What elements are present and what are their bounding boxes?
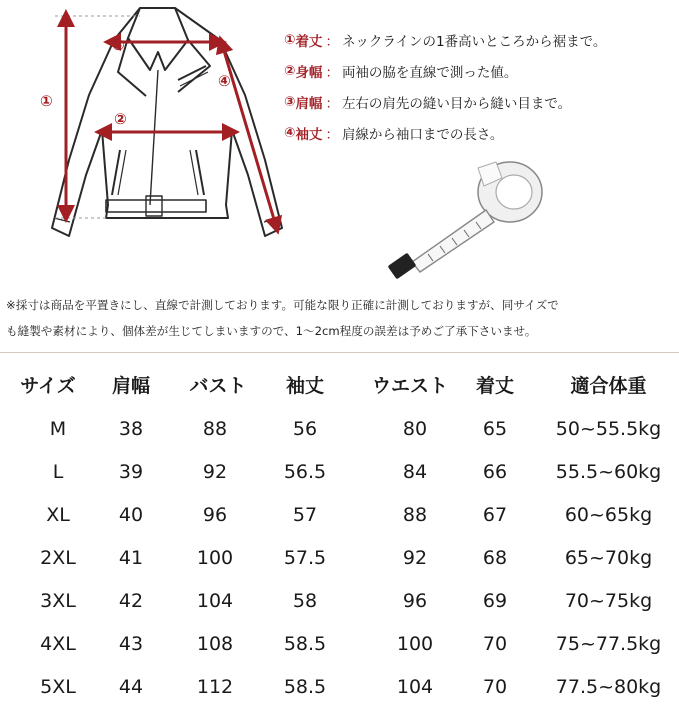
cell-waist: 84 <box>402 461 428 483</box>
cell-sleeve: 58 <box>292 590 318 612</box>
cell-length: 67 <box>482 504 508 526</box>
marker-sleeve: ④ <box>218 72 231 90</box>
note-line-1: ※採寸は商品を平置きにし、直線で計測しております。可能な限り正確に計測しておりますが、同サイズで <box>6 298 559 312</box>
cell-sleeve: 57 <box>292 504 318 526</box>
header-size: サイズ <box>20 375 76 397</box>
header-weight: 適合体重 <box>570 375 647 397</box>
cell-length: 66 <box>482 461 508 483</box>
measurement-arrows <box>66 18 276 226</box>
cell-size: M <box>49 418 67 440</box>
cell-bust: 96 <box>202 504 228 526</box>
marker-bust: ② <box>114 110 127 128</box>
definition-name: 肩幅 <box>295 95 323 112</box>
cell-waist: 104 <box>396 676 434 698</box>
cell-bust: 104 <box>196 590 234 612</box>
cell-bust: 100 <box>196 547 234 569</box>
divider <box>0 352 679 353</box>
cell-waist: 92 <box>402 547 428 569</box>
marker-length: ① <box>40 92 53 110</box>
header-waist: ウエスト <box>371 375 448 397</box>
definition-number: ④ <box>284 124 296 141</box>
definition-number: ③ <box>284 93 296 110</box>
cell-shoulder: 44 <box>118 676 144 698</box>
cell-length: 70 <box>482 676 508 698</box>
guide-lines <box>55 16 140 218</box>
definition-text: ネックラインの1番高いところから裾まで。 <box>341 33 607 50</box>
measurement-note <box>6 292 676 344</box>
cell-waist: 96 <box>402 590 428 612</box>
cell-size: XL <box>46 504 70 526</box>
cell-sleeve: 58.5 <box>283 633 327 655</box>
cell-weight: 60~65kg <box>564 504 653 526</box>
definition-length: ① 着丈 ： ネックラインの1番高いところから裾まで。 <box>284 31 607 50</box>
cell-bust: 88 <box>202 418 228 440</box>
cell-size: 2XL <box>40 547 76 569</box>
definition-sleeve: ④ 袖丈 ： 肩線から袖口までの長さ。 <box>284 124 504 143</box>
cell-weight: 65~70kg <box>564 547 653 569</box>
definition-shoulder: ③ 肩幅 ： 左右の肩先の縫い目から縫い目まで。 <box>284 93 572 112</box>
cell-sleeve: 56 <box>292 418 318 440</box>
table-row <box>0 408 679 451</box>
cell-shoulder: 38 <box>118 418 144 440</box>
header-shoulder: 肩幅 <box>111 375 150 397</box>
cell-shoulder: 40 <box>118 504 144 526</box>
table-row <box>0 580 679 623</box>
marker-shoulder: ③ <box>112 36 125 54</box>
definition-text: 左右の肩先の縫い目から縫い目まで。 <box>341 95 572 112</box>
cell-weight: 70~75kg <box>564 590 653 612</box>
cell-size: 4XL <box>40 633 76 655</box>
cell-weight: 77.5~80kg <box>555 676 662 698</box>
cell-weight: 55.5~60kg <box>555 461 662 483</box>
cell-shoulder: 42 <box>118 590 144 612</box>
table-row <box>0 494 679 537</box>
cell-sleeve: 58.5 <box>283 676 327 698</box>
cell-length: 69 <box>482 590 508 612</box>
cell-waist: 80 <box>402 418 428 440</box>
definition-bust: ② 身幅 ： 両袖の脇を直線で測った値。 <box>284 62 518 81</box>
cell-bust: 108 <box>196 633 234 655</box>
cell-waist: 88 <box>402 504 428 526</box>
cell-length: 70 <box>482 633 508 655</box>
size-table <box>0 365 679 709</box>
header-sleeve: 袖丈 <box>285 375 324 397</box>
cell-weight: 75~77.5kg <box>555 633 662 655</box>
cell-bust: 92 <box>202 461 228 483</box>
header-length: 着丈 <box>475 375 514 397</box>
cell-waist: 100 <box>396 633 434 655</box>
table-header-row <box>0 365 679 408</box>
cell-shoulder: 39 <box>118 461 144 483</box>
cell-shoulder: 41 <box>118 547 144 569</box>
definition-name: 袖丈 <box>295 126 323 143</box>
cell-weight: 50~55.5kg <box>555 418 662 440</box>
definition-text: 両袖の脇を直線で測った値。 <box>341 64 518 81</box>
note-line-2: も縫製や素材により、個体差が生じてしまいますので、1〜2cm程度の誤差は予めご了承下さいませ。 <box>6 324 537 338</box>
definition-name: 着丈 <box>295 33 323 50</box>
tape-measure-illustration <box>388 162 542 279</box>
table-row <box>0 537 679 580</box>
cell-shoulder: 43 <box>118 633 144 655</box>
cell-size: L <box>52 461 64 483</box>
measurement-definitions <box>284 24 679 148</box>
definition-number: ① <box>284 31 296 48</box>
cell-length: 65 <box>482 418 508 440</box>
definition-name: 身幅 <box>295 64 323 81</box>
definition-number: ② <box>284 62 296 79</box>
definition-text: 肩線から袖口までの長さ。 <box>341 126 504 143</box>
cell-size: 5XL <box>40 676 76 698</box>
cell-bust: 112 <box>196 676 234 698</box>
cell-sleeve: 56.5 <box>283 461 327 483</box>
cell-length: 68 <box>482 547 508 569</box>
cell-size: 3XL <box>40 590 76 612</box>
cell-sleeve: 57.5 <box>283 547 327 569</box>
header-bust: バスト <box>189 375 247 397</box>
table-row <box>0 666 679 709</box>
table-row <box>0 623 679 666</box>
table-row <box>0 451 679 494</box>
